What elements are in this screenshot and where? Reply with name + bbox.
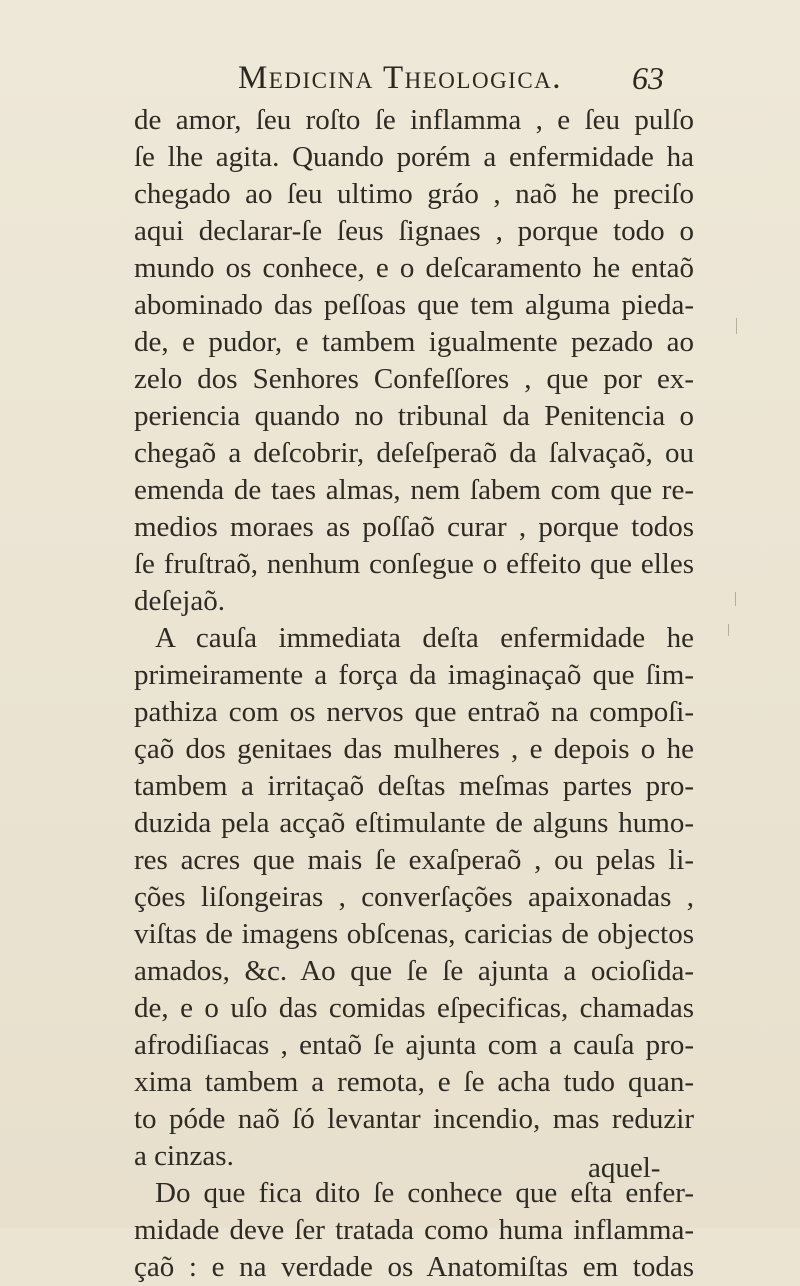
text-line-13: ſe fruſtraõ, nenhum conſegue o effeito que elles xyxy=(134,548,694,580)
page-number: 63 xyxy=(632,60,664,96)
catchword: aquel- xyxy=(588,1152,661,1184)
text-line-12: medios moraes as poſſaõ curar , porque todos xyxy=(134,511,694,543)
text-line-9: periencia quando no tribunal da Penitencia o xyxy=(134,400,694,432)
text-line-20: duzida pela acçaõ eſtimulante de alguns humo- xyxy=(134,807,694,839)
text-line-19: tambem a irritaçaõ deſtas meſmas partes pro- xyxy=(134,770,694,802)
text-line-2: ſe lhe agita. Quando porém a enfermidade ha xyxy=(134,141,694,173)
margin-speck xyxy=(735,592,736,606)
margin-speck xyxy=(728,624,729,636)
text-line-28: to póde naõ ſó levantar incendio, mas reduzir xyxy=(134,1103,694,1135)
running-head xyxy=(0,56,800,100)
text-line-16: primeiramente a força da imaginaçaõ que ſim- xyxy=(134,659,694,691)
text-line-23: viſtas de imagens obſcenas, caricias de objectos xyxy=(134,918,694,950)
margin-speck xyxy=(736,318,737,334)
text-line-15: A cauſa immediata deſta enfermidade he xyxy=(155,622,694,654)
text-line-32: çaõ : e na verdade os Anatomiſtas em todas xyxy=(134,1251,694,1283)
text-line-8: zelo dos Senhores Confeſſores , que por ex- xyxy=(134,363,694,395)
text-line-29: a cinzas. xyxy=(134,1140,234,1172)
text-line-17: pathiza com os nervos que entraõ na compoſi- xyxy=(134,696,694,728)
text-line-14: deſejaõ. xyxy=(134,585,225,617)
text-line-4: aqui declarar-ſe ſeus ſignaes , porque todo o xyxy=(134,215,694,247)
text-line-21: res acres que mais ſe exaſperaõ , ou pelas li- xyxy=(134,844,694,876)
text-line-30: Do que fica dito ſe conhece que eſta enfer- xyxy=(155,1177,694,1209)
text-line-31: midade deve ſer tratada como huma inflamma- xyxy=(134,1214,694,1246)
text-line-1: de amor, ſeu roſto ſe inflamma , e ſeu pulſo xyxy=(134,104,694,136)
text-line-26: afrodiſiacas , entaõ ſe ajunta com a cauſa pro- xyxy=(134,1029,694,1061)
body-text xyxy=(134,102,694,1286)
text-line-22: ções liſongeiras , converſações apaixonadas , xyxy=(134,881,694,913)
running-title: Medicina Theologica. xyxy=(237,60,563,96)
text-line-18: çaõ dos genitaes das mulheres , e depois o he xyxy=(134,733,694,765)
text-line-5: mundo os conhece, e o deſcaramento he entaõ xyxy=(134,252,694,284)
text-line-27: xima tambem a remota, e ſe acha tudo quan- xyxy=(134,1066,694,1098)
text-line-10: chegaõ a deſcobrir, deſeſperaõ da ſalvaçaõ, ou xyxy=(134,437,694,469)
text-line-25: de, e o uſo das comidas eſpecificas, chamadas xyxy=(134,992,694,1024)
text-line-24: amados, &c. Ao que ſe ſe ajunta a ocioſida- xyxy=(134,955,694,987)
text-line-3: chegado ao ſeu ultimo gráo , naõ he preciſo xyxy=(134,178,694,210)
text-line-11: emenda de taes almas, nem ſabem com que re- xyxy=(134,474,694,506)
text-line-7: de, e pudor, e tambem igualmente pezado ao xyxy=(134,326,694,358)
text-line-6: abominado das peſſoas que tem alguma pieda- xyxy=(134,289,694,321)
